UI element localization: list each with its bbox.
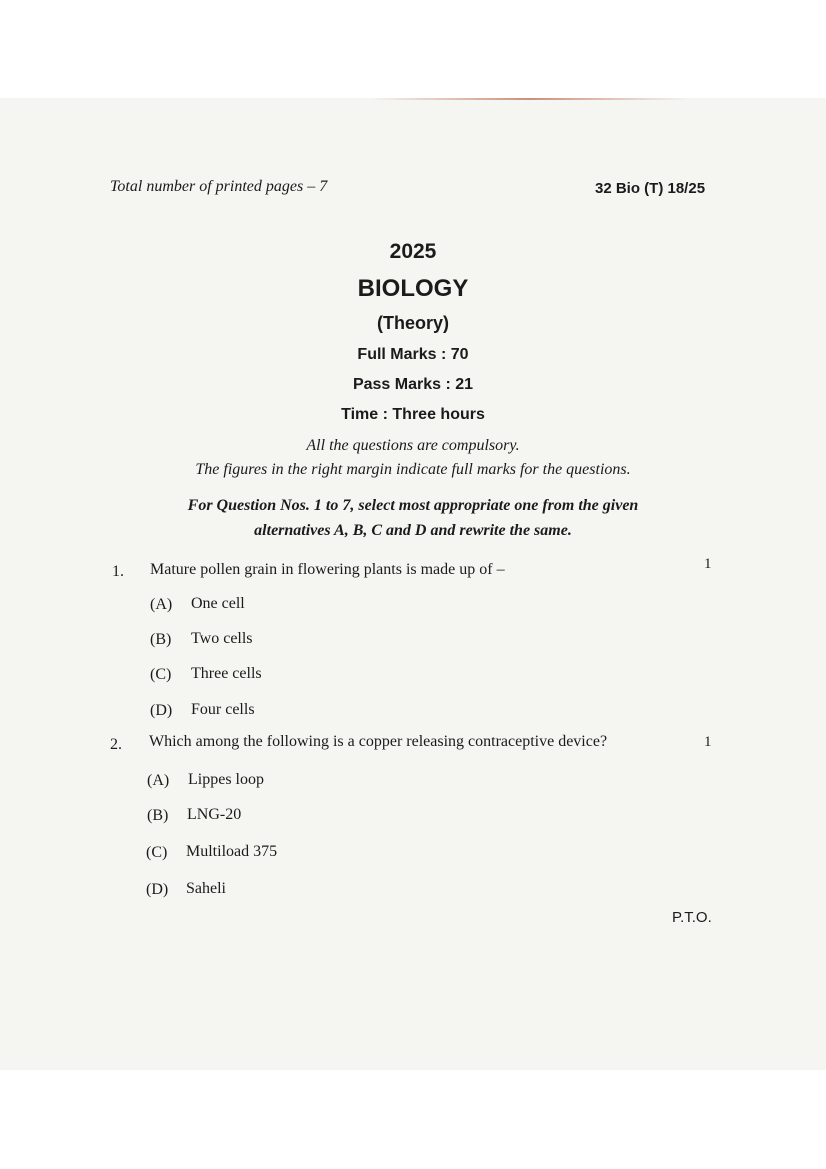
instruction-mcq-line1: For Question Nos. 1 to 7, select most appropriate one from the given [187, 497, 639, 514]
option-text: Multiload 375 [186, 843, 278, 860]
option-text: LNG-20 [187, 806, 242, 823]
full-marks: Full Marks : 70 [357, 346, 469, 363]
option-label: (A) [147, 772, 170, 789]
please-turn-over: P.T.O. [672, 909, 712, 926]
instruction-marks: The figures in the right margin indicate full marks for the questions. [195, 461, 631, 478]
pass-marks: Pass Marks : 21 [352, 376, 474, 393]
paper-code: 32 Bio (T) 18/25 [595, 180, 706, 197]
option-label: (C) [150, 666, 172, 683]
exam-duration: Time : Three hours [341, 406, 485, 423]
question-marks: 1 [704, 734, 712, 750]
question-text: Mature pollen grain in flowering plants is made up of – [150, 561, 505, 578]
paper-edge-mark [370, 98, 690, 100]
option-label: (B) [147, 807, 169, 824]
question-number: 2. [110, 736, 122, 753]
option-text: One cell [191, 595, 245, 612]
instruction-compulsory: All the questions are compulsory. [306, 437, 520, 454]
option-label: (B) [150, 631, 172, 648]
option-label: (C) [146, 844, 168, 861]
instruction-mcq-line2: alternatives A, B, C and D and rewrite the same. [254, 522, 572, 539]
question-number: 1. [112, 563, 124, 580]
paper-type: (Theory) [377, 313, 449, 333]
option-text: Lippes loop [188, 771, 264, 788]
printed-pages-note: Total number of printed pages – 7 [110, 178, 328, 195]
option-label: (D) [146, 881, 169, 898]
option-label: (D) [150, 702, 173, 719]
exam-year: 2025 [389, 240, 437, 263]
question-text: Which among the following is a copper releasing contraceptive device? [149, 733, 608, 750]
question-marks: 1 [704, 556, 712, 572]
option-label: (A) [150, 596, 173, 613]
option-text: Three cells [191, 665, 262, 682]
option-text: Two cells [191, 630, 253, 647]
option-text: Saheli [186, 880, 226, 897]
subject-title: BIOLOGY [357, 275, 469, 302]
option-text: Four cells [191, 701, 255, 718]
